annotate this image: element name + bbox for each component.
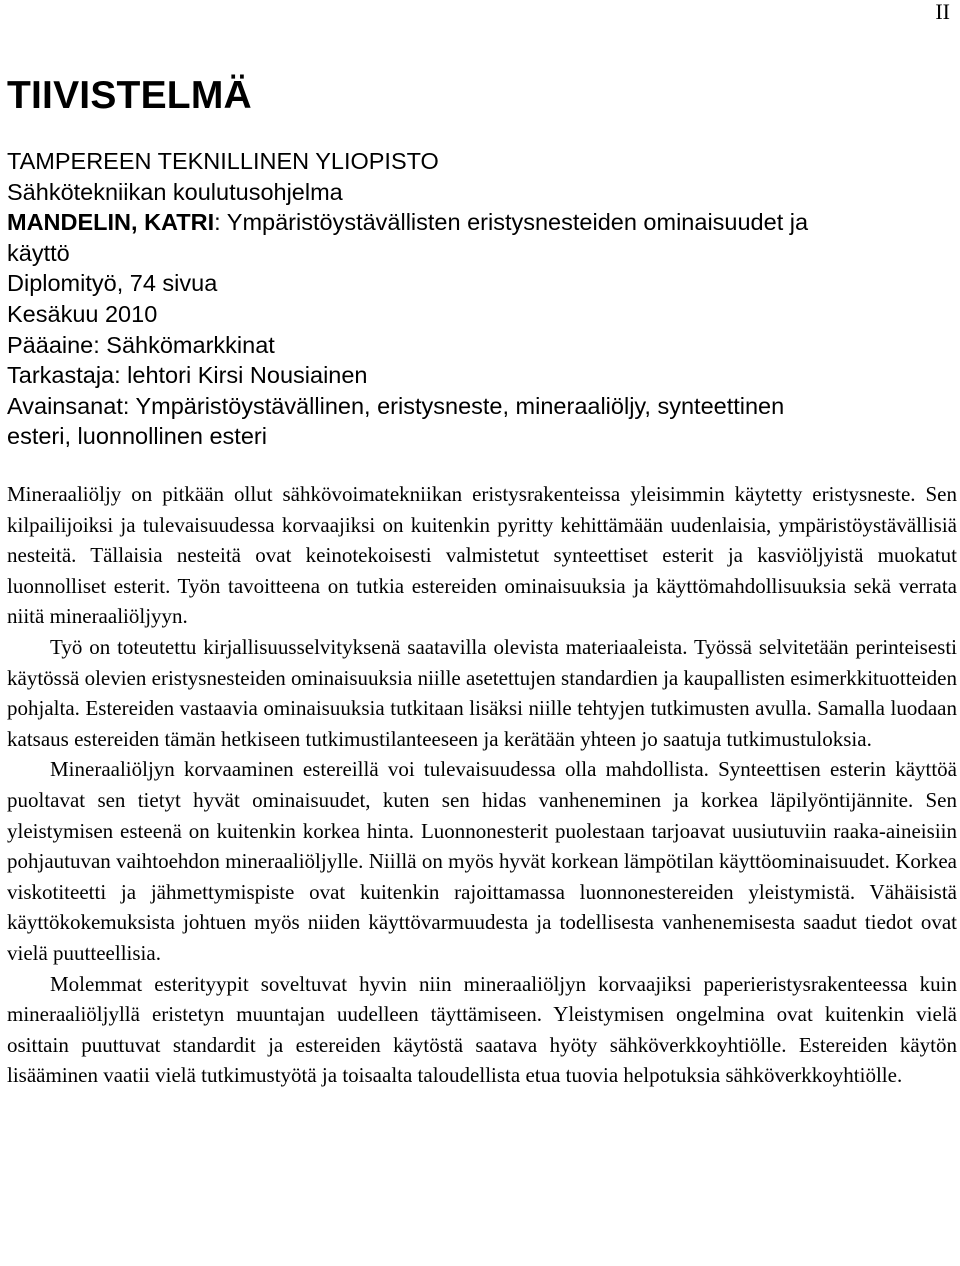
page-title: TIIVISTELMÄ <box>7 74 252 117</box>
author-and-title-line <box>7 207 953 238</box>
thesis-date: Kesäkuu 2010 <box>7 300 158 327</box>
thesis-metadata <box>7 146 953 452</box>
page-number: II <box>935 0 950 24</box>
keywords-line-1: Avainsanat: Ympäristöystävällinen, eristysneste, mineraaliöljy, synteettinen <box>7 392 785 419</box>
thesis-title-line-2: käyttö <box>7 239 70 266</box>
examiner: Tarkastaja: lehtori Kirsi Nousiainen <box>7 362 368 389</box>
degree-programme: Sähkötekniikan koulutusohjelma <box>7 178 343 205</box>
abstract-paragraph-3: Mineraaliöljyn korvaaminen estereillä voi tulevaisuudessa olla mahdollista. Synteettisen esterin käyttöä puoltavat sen tietyt hyvät ominaisuudet, kuten sen hidas vanheneminen ja korkea läpilyöntijännite. Sen yleistymisen esteenä on kuitenkin korkea hinta. Luonnonesterit puolestaan tarjoavat uusiutuviin raaka-aineisiin pohjautuvan vaihtoehdon mineraaliöljylle. Niillä on myös hyvät korkean lämpötilan käyttöominaisuudet. Korkea viskotiteetti ja jähmettymispiste ovat kuitenkin rajoittamassa luonnonestereiden yleistymistä. Vähäisistä käyttökokemuksista johtuen myös niiden käyttövarmuudesta ja todellisesta vanhenemisesta saadut tiedot ovat vielä puutteellisia. <box>7 757 957 965</box>
thesis-type: Diplomityö, 74 sivua <box>7 270 218 297</box>
abstract-paragraph-2: Työ on toteutettu kirjallisuusselvityksenä saatavilla olevista materiaaleista. Työssä selvitetään perinteisesti käytössä olevien eristysnesteiden ominaisuuksia niille asetettujen standardien ja kaupallisten esimerkkituotteiden pohjalta. Estereiden vastaavia ominaisuuksia tutkitaan lisäksi niille tehtyjen tutkimusten avulla. Samalla luodaan katsaus estereiden tämän hetkiseen tutkimustilanteeseen ja kerätään yhteen jo saatuja tutkimustuloksia. <box>7 634 958 751</box>
keywords-line-2: esteri, luonnollinen esteri <box>7 423 267 450</box>
abstract-body <box>7 479 957 1091</box>
abstract-paragraph-1: Mineraaliöljy on pitkään ollut sähkövoimatekniikan eristysrakenteissa yleisimmin käytetty eristysneste. Sen kilpailijoiksi ja tulevaisuudessa korvaajiksi on kuitenkin pyritty kehittämään uudenlaisia, ympäristöystävällisiä nesteitä. Tällaisia nesteitä ovat keinotekoisesti valmistetut synteettiset esterit ja kasviöljyistä muokatut luonnolliset esterit. Työn tavoitteena on tutkia estereiden ominaisuuksia ja käyttömahdollisuuksia sekä verrata niitä mineraaliöljyyn. <box>7 482 957 629</box>
university-name: TAMPEREEN TEKNILLINEN YLIOPISTO <box>7 148 439 174</box>
author-name: MANDELIN, KATRI <box>7 209 215 236</box>
thesis-title-line-1: Ympäristöystävällisten eristysnesteiden ominaisuudet ja <box>226 209 809 236</box>
author-separator: : <box>214 209 227 236</box>
abstract-paragraph-4: Molemmat esterityypit soveltuvat hyvin niin mineraaliöljyn korvaajiksi paperieristysrakenteessa kuin mineraaliöljyllä eristetyn muuntajan uudelleen täyttämiseen. Yleistymisen ongelmina ovat kuitenkin vielä osittain puuttuvat standardit ja estereiden käytöstä saatava hyöty sähköverkkoyhtiölle. Estereiden käytön lisääminen vaatii vielä tutkimustyötä ja toisaalta taloudellista etua tuovia helpotuksia sähköverkkoyhtiölle. <box>7 971 957 1088</box>
major-subject: Pääaine: Sähkömarkkinat <box>7 331 275 358</box>
